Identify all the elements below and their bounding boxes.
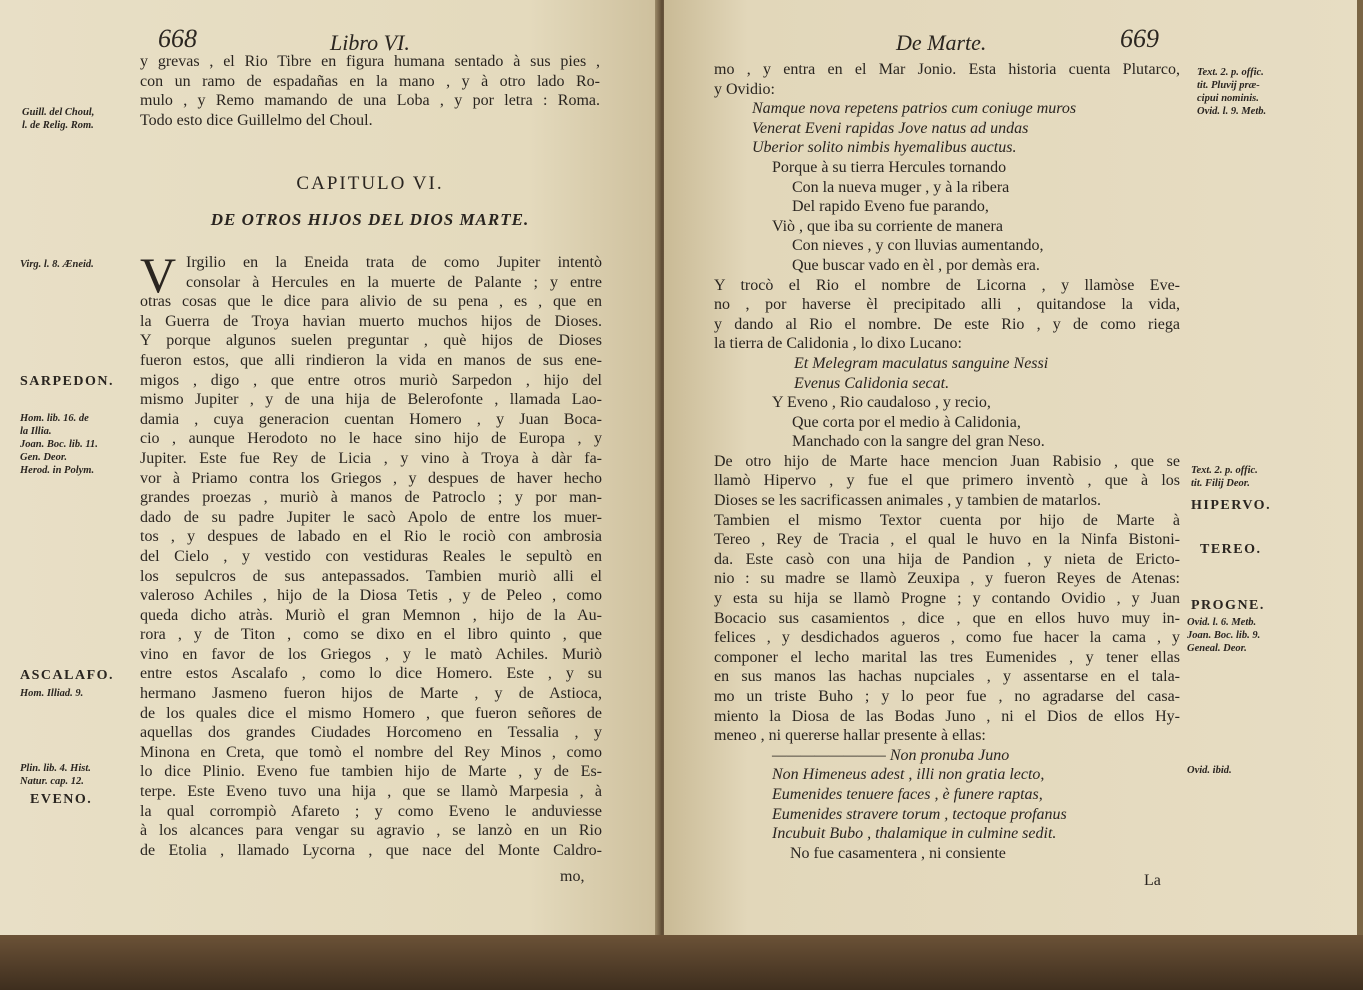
text-line: ———————— Non pronuba Juno — [772, 746, 1010, 764]
margin-note-line: Gen. Deor. — [20, 452, 67, 463]
text-line: Venerat Eveni rapidas Jove natus ad undas — [752, 119, 1029, 137]
side-head-tereo: TEREO. — [1200, 542, 1262, 557]
margin-note-line: Natur. cap. 12. — [20, 776, 84, 787]
right-page — [664, 0, 1363, 935]
text-line: De otro hijo de Marte hace mencion Juan Rabisio , que se — [714, 452, 1180, 470]
margin-note-line: Joan. Boc. lib. 9. — [1187, 630, 1261, 641]
margin-note-line: tit. Pluvij præ- — [1197, 80, 1260, 91]
text-line: Eumenides tenuere faces , è funere raptas, — [772, 785, 1043, 803]
text-line: Eumenides stravere torum , tectoque profanus — [772, 805, 1067, 823]
text-line: de los quales dice el mismo Homero , que fueron señores de — [140, 704, 602, 722]
text-line: la tierra de Calidonia , lo dixo Lucano: — [714, 335, 962, 353]
text-line: Con nieves , y con lluvias aumentando, — [792, 237, 1044, 255]
text-line: la qual corrompiò Afareto ; y como Eveno le anduviesse — [140, 802, 602, 820]
margin-note-line: l. de Relig. Rom. — [22, 120, 94, 131]
right-running-head: De Marte. — [896, 30, 987, 55]
text-line: dado de su padre Jupiter le sacò Apolo de entre los muer- — [140, 508, 602, 526]
margin-note-hom2 — [20, 687, 83, 700]
text-line: tos , y despues de labado en el Rio le rociò con ambrosia — [140, 528, 602, 546]
left-intro-text — [140, 52, 600, 130]
text-line: Namque nova repetens patrios cum coniuge muros — [752, 100, 1077, 118]
text-line: Viò , que iba su corriente de manera — [772, 217, 1003, 235]
margin-note-line: Virg. l. 8. Æneid. — [20, 259, 94, 270]
margin-note-line: Herod. in Polym. — [20, 465, 95, 476]
text-line: y esta su hija se llamò Progne ; y contando Ovidio , y Juan — [714, 590, 1180, 608]
text-line: Y trocò el Rio el nombre de Licorna , y llamòse Eve- — [714, 276, 1180, 294]
text-line: del Cielo , y vestido con vestiduras Reales le sepultò en — [140, 547, 602, 565]
text-line: Manchado con la sangre del gran Neso. — [792, 433, 1045, 451]
text-line: Evenus Calidonia secat. — [794, 374, 950, 392]
side-head-ascalafo: ASCALAFO. — [20, 668, 115, 683]
margin-note-ovidibid — [1187, 764, 1232, 777]
right-catchword: La — [1144, 872, 1161, 889]
margin-note-plin — [20, 762, 91, 788]
text-line: nio : su madre se llamò Zeuxipa , y fueron Reyes de Atenas: — [714, 570, 1180, 588]
text-line: Bocacio sus casamientos , dice , que en ellos huvo muy in- — [714, 609, 1180, 627]
text-line: vor à Priamo contra los Griegos , y despues de haver hecho — [140, 469, 602, 487]
margin-note-line: la Illia. — [20, 426, 52, 437]
left-running-head: Libro VI. — [330, 30, 410, 55]
left-page-number: 668 — [158, 24, 197, 53]
margin-note-line: Joan. Boc. lib. 11. — [20, 439, 98, 450]
text-line: terpe. Este Eveno tuvo una hija , que se llamò Marpesia , à — [140, 783, 602, 801]
text-line: en sus manos las hachas nupciales , y assentarse en el tala- — [714, 668, 1180, 686]
side-head-hipervo: HIPERVO. — [1191, 498, 1272, 513]
text-line: Tambien el mismo Textor cuenta por hijo de Marte à — [714, 511, 1180, 529]
text-line: y Ovidio: — [714, 80, 775, 98]
text-line: los sepulcros de sus antepassados. Tambien muriò alli el — [140, 567, 602, 585]
text-line: meneo , ni quererse hallar presente à ellas: — [714, 727, 986, 745]
text-line: consolar à Hercules en la muerte de Palante ; y entre — [186, 273, 602, 291]
text-line: Uberior solito nimbis hyemalibus auctus. — [752, 139, 1017, 157]
margin-note-line: Ovid. ibid. — [1187, 765, 1232, 776]
text-line: Irgilio en la Eneida trata de como Jupiter intentò — [186, 254, 602, 271]
chapter-title: DE OTROS HIJOS DEL DIOS MARTE. — [210, 210, 530, 229]
margin-note-text1 — [1197, 66, 1266, 118]
text-line: mo un triste Buho ; y lo peor fue , no agradarse del casa- — [714, 688, 1180, 705]
side-head-sarpedon: SARPEDON. — [20, 374, 115, 389]
margin-note-line: Ovid. l. 9. Metb. — [1197, 106, 1267, 117]
text-line: damia , cuya generacion cuentan Homero , y Juan Boca- — [140, 410, 602, 428]
text-line: Que corta por el medio à Calidonia, — [792, 413, 1021, 431]
text-line: grandes proezas , muriò à manos de Patroclo ; y por man- — [140, 489, 602, 507]
text-line: Dioses se les sacrificassen animales , y tambien de matarlos. — [714, 492, 1101, 510]
text-line: Y Eveno , Rio caudaloso , y recio, — [772, 394, 991, 412]
margin-note-line: Hom. lib. 16. de — [20, 413, 89, 424]
text-line: Todo esto dice Guillelmo del Choul. — [140, 111, 373, 129]
text-line: Incubuit Bubo , thalamique in culmine sedit. — [772, 825, 1057, 843]
margin-note-line: Text. 2. p. offic. — [1197, 67, 1264, 78]
text-line: de Etolia , llamado Lycorna , que nace del Monte Caldro- — [140, 841, 602, 859]
margin-note-text2 — [1191, 464, 1258, 490]
left-page — [0, 0, 660, 945]
text-line: Non Himeneus adest , illi non gratia lecto, — [772, 766, 1045, 784]
margin-note-ovid6 — [1187, 616, 1260, 655]
text-line: mo , y entra en el Mar Jonio. Esta historia cuenta Plutarco, — [714, 61, 1180, 78]
text-line: Que buscar vado en èl , por demàs era. — [792, 256, 1040, 274]
drop-cap: V — [140, 247, 177, 303]
text-line: la Guerra de Troya havian muerto muchos hijos de Dioses. — [140, 312, 602, 330]
book-bottom-edge — [0, 935, 1363, 990]
text-line: cio , aunque Herodoto no le hace sino hijo de Europa , y — [140, 430, 602, 448]
margin-note-line: Ovid. l. 6. Metb. — [1187, 617, 1257, 628]
margin-note-line: Hom. Illiad. 9. — [20, 688, 84, 699]
margin-note-line: tit. Filij Deor. — [1191, 478, 1250, 489]
text-line: no , por haverse èl precipitado alli , quitandose la vida, — [714, 296, 1180, 314]
text-line: valeroso Achiles , hijo de la Diosa Tetis , y de Peleo , como — [140, 587, 602, 605]
text-line: Tereo , Rey de Tracia , el qual le huvo en la Ninfa Bistoni- — [714, 531, 1180, 549]
text-line: vino en favor de los Griegos , y le matò Achiles. Muriò — [140, 645, 602, 663]
margin-note-hom — [20, 412, 98, 477]
left-body-text — [140, 253, 602, 860]
margin-note-virg — [20, 258, 94, 271]
text-line: hermano Jasmeno fueron hijos de Marte , y de Astioca, — [140, 685, 602, 703]
right-page-number: 669 — [1120, 24, 1159, 53]
text-line: Minona en Creta, que tomò el nombre del Rey Minos , como — [140, 743, 602, 761]
text-line: Et Melegram maculatus sanguine Nessi — [794, 354, 1049, 372]
text-line: Con la nueva muger , y à la ribera — [792, 178, 1010, 196]
text-line: miento la Diosa de las Bodas Juno , ni el Dios de ellos Hy- — [714, 707, 1180, 725]
margin-note-line: Geneal. Deor. — [1187, 643, 1247, 654]
text-line: Y porque algunos suelen preguntar , què hijos de Dioses — [140, 332, 602, 350]
side-head-progne: PROGNE. — [1191, 598, 1265, 613]
right-body-text — [714, 60, 1180, 863]
margin-note-guill — [22, 106, 94, 132]
text-line: Del rapido Eveno fue parando, — [792, 198, 989, 216]
text-line: rora , y de Titon , como se dixo en el libro quinto , que — [140, 626, 602, 644]
margin-note-line: cipui nominis. — [1197, 93, 1259, 104]
page-edge — [1357, 0, 1363, 935]
text-line: à los alcances para vengar su agravio , se lanzò en un Rio — [140, 822, 602, 840]
margin-note-line: Guill. del Choul, — [22, 107, 95, 118]
text-line: aquellas dos grandes Ciudades Horcomeno en Tessalia , y — [140, 724, 602, 742]
text-line: y grevas , el Rio Tibre en figura humana sentado à sus pies , — [140, 53, 600, 70]
text-line: migos , digo , que entre otros muriò Sarpedon , hijo del — [140, 371, 602, 389]
text-line: fueron estos, que alli rindieron la vida en manos de sus ene- — [140, 351, 602, 369]
text-line: mismo Jupiter , y de una hija de Belerofonte , llamada Lao- — [140, 391, 602, 409]
margin-note-line: Text. 2. p. offic. — [1191, 465, 1258, 476]
text-line: queda dicho atràs. Muriò el gran Memnon , hijo de la Au- — [140, 606, 602, 624]
text-line: da. Este casò con una hija de Pandion , y nieta de Ericto- — [714, 550, 1180, 568]
text-line: componer el lecho marital las tres Eumenides , y tener ellas — [714, 648, 1180, 666]
chapter-number: CAPITULO VI. — [296, 173, 444, 194]
text-line: Jupiter. Este fue Rey de Licia , y vino à Troya à dàr fa- — [140, 449, 602, 467]
text-line: No fue casamentera , ni consiente — [790, 844, 1006, 862]
text-line: mulo , y Remo mamando de una Loba , y por letra : Roma. — [140, 92, 600, 110]
text-line: Porque à su tierra Hercules tornando — [772, 158, 1007, 176]
text-line: felices , y desdichados agueros , como fue hacer la cama , y — [714, 629, 1180, 647]
text-line: entre estos Ascalafo , como lo dice Homero. Este , y su — [140, 665, 602, 683]
text-line: lo dice Plinio. Eveno fue tambien hijo de Marte , y de Es- — [140, 763, 602, 781]
left-catchword: mo, — [560, 868, 585, 885]
text-line: llamò Hipervo , y fue el que primero inventò , que à los — [714, 472, 1180, 490]
text-line: con un ramo de espadañas en la mano , y à otro lado Ro- — [140, 72, 600, 90]
margin-note-line: Plin. lib. 4. Hist. — [20, 763, 91, 774]
text-line: y dando al Rio el nombre. De este Rio , y de como riega — [714, 315, 1180, 333]
text-line: otras cosas que le dice para alivio de su pena , es , que en — [140, 293, 602, 311]
side-head-eveno: EVENO. — [30, 792, 93, 807]
